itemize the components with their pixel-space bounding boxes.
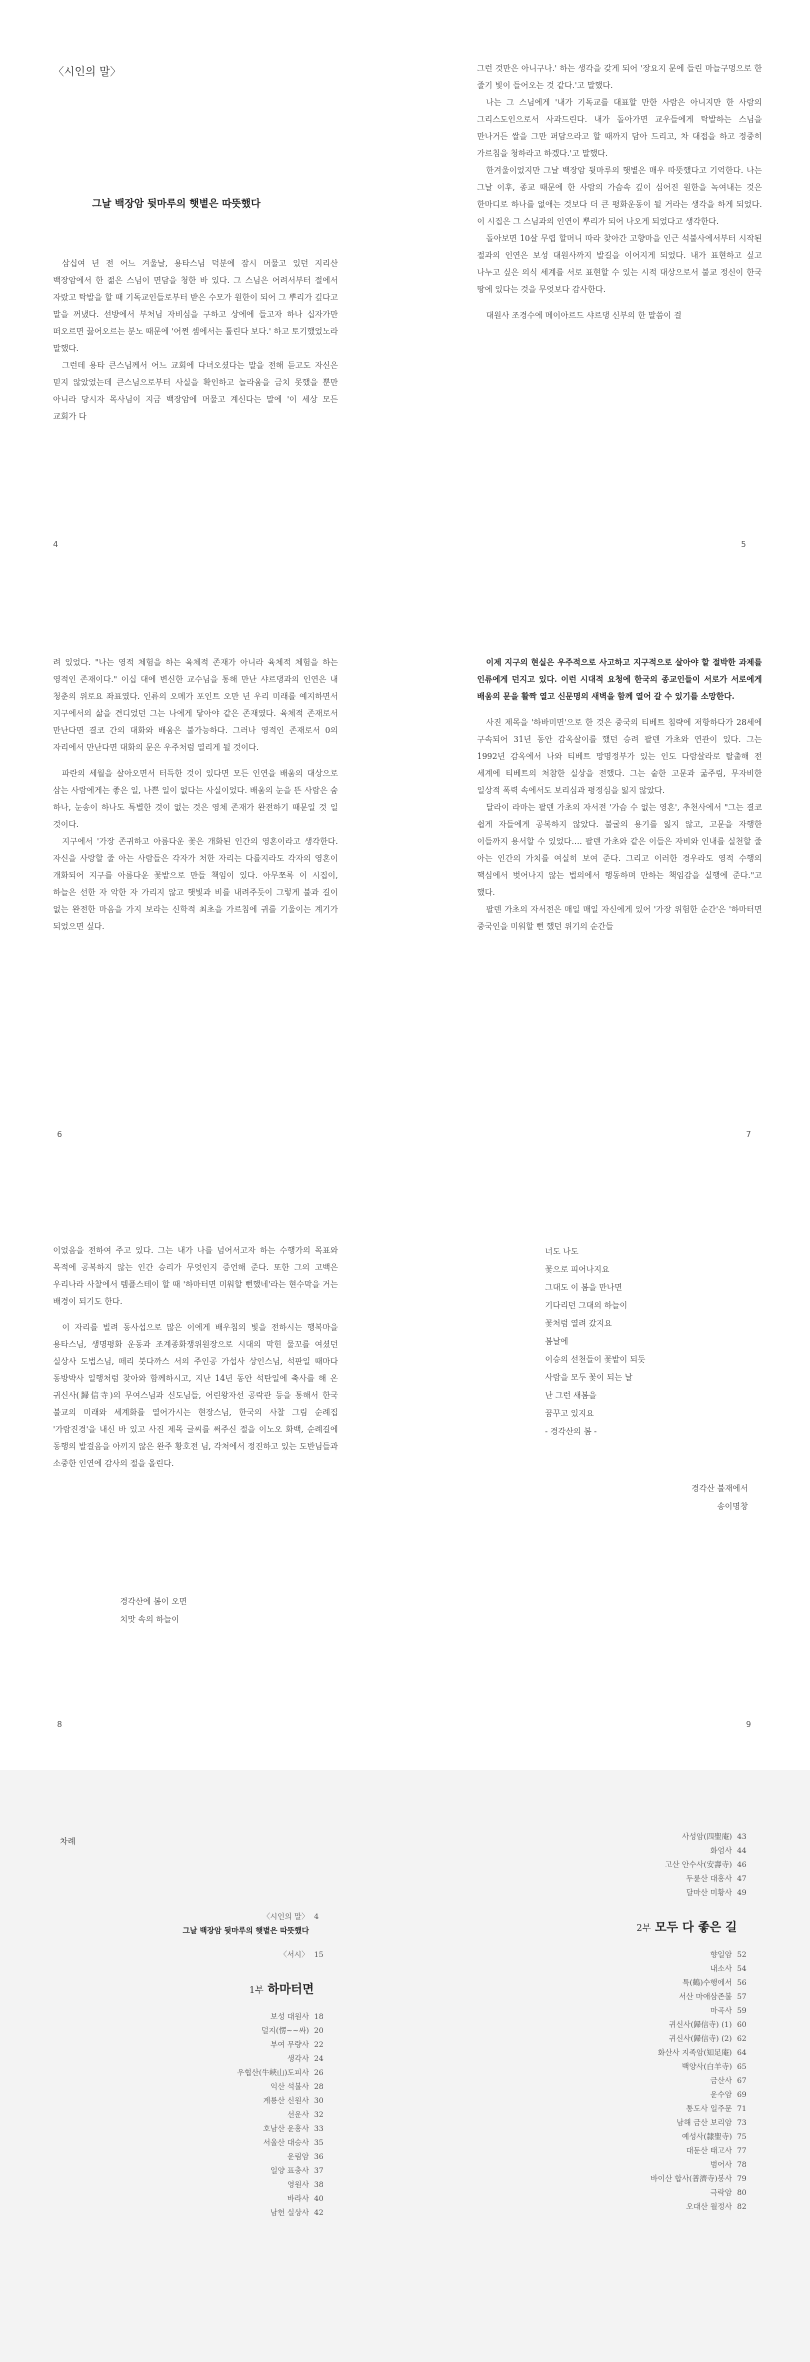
page-number: 6 (57, 1130, 63, 1139)
signature-place: 경각산 불재에서 (691, 1484, 748, 1493)
toc-entry-title: 운수암 (710, 2090, 732, 2099)
toc-entry[interactable] (560, 1858, 755, 1872)
toc-entry[interactable] (560, 2004, 755, 2018)
toc-entry[interactable] (150, 2136, 332, 2150)
contents-left-column (150, 1910, 332, 2220)
body-text (477, 60, 762, 324)
toc-entry-title: 달마산 미황사 (686, 1888, 732, 1897)
toc-entry-page: 35 (314, 2138, 324, 2147)
toc-entry-page: 36 (314, 2152, 324, 2161)
page-7 (405, 590, 810, 1180)
paragraph: 지구에서 '가장 존귀하고 아름다운 꽃은 개화된 인간의 영혼이라고 생각한다. 자신을 사랑할 줄 아는 사람들은 각자가 처한 자리는 다를지라도 각자의 영혼이 개화되어 지구를 아름다운 꽃밭으로 만들 책임이 있다. 아무쪼록 이 시집이, 하늘은 선한 자 악한 자 가리지 않고 햇빛과 비를 내려주듯이 그렇게 불과 길이 없는 완전한 마음을 가지 보라는 신학적 최초을 가르침에 귀를 기울이는 계기가 되었으면 싶다. (53, 837, 338, 931)
spread-pages-4-5 (0, 0, 810, 590)
toc-part-number: 1부 (249, 1986, 264, 1996)
toc-entry[interactable] (560, 2144, 755, 2158)
paragraph-emphasis: 이제 지구의 현실은 우주적으로 사고하고 지구적으로 살아야 할 절박한 과제를 인류에게 던지고 있다. 이런 시대적 요청에 한국의 종교인들이 서로가 서로에게 배움의 문을 활짝 열고 신문명의 새벽을 함께 열어 갈 수 있기를 소망한다. (477, 657, 762, 701)
essay-title: 그날 백장암 뒷마루의 햇볕은 따뜻했다 (92, 199, 261, 210)
toc-entry-title: 통도사 일주문 (686, 2104, 732, 2113)
paragraph: 나는 그 스님에게 '내가 기독교를 대표할 만한 사람은 아니지만 한 사람의 그리스도인으로서 사과드린다. 내가 돌아가면 교우들에게 탁발하는 스님을 만나거든 쌀을 그만 퍼담으라고 할 때까지 담아 드리고, 차 대접을 하고 정중히 가르침을 청하라고 하겠다.'고 말했다. (477, 98, 762, 158)
toc-entry-page: 24 (314, 2054, 324, 2063)
toc-entry-title: 보성 대원사 (270, 2012, 309, 2021)
toc-entry[interactable] (560, 2130, 755, 2144)
toc-entry-title: 바이산 합사(普濟寺)봉사 (650, 2174, 732, 2183)
toc-entry-page: 67 (737, 2076, 747, 2085)
toc-entry-page: 75 (737, 2132, 747, 2141)
spread-pages-6-7 (0, 590, 810, 1180)
toc-entry-page: 59 (737, 2006, 747, 2015)
toc-entry-page: 52 (737, 1950, 747, 1959)
toc-entry-title: 그날 백장암 뒷마루의 햇볕은 따뜻했다 (182, 1926, 309, 1935)
toc-entry[interactable] (150, 2024, 332, 2038)
toc-entry-title: 범어사 (710, 2160, 732, 2169)
page-9 (405, 1180, 810, 1770)
toc-entry[interactable] (560, 1872, 755, 1886)
poem-line: 꿈꾸고 있지요 (545, 1409, 594, 1418)
paragraph: 파란의 세월을 살아오면서 터득한 것이 있다면 모든 인연을 배움의 대상으로 삼는 사람에게는 좋은 일, 나쁜 일이 없다는 사실이었다. 배움의 눈을 뜬 사람은 숨 하나, 눈송이 하나도 특별한 것이 없는 것은 영체 존재가 완전하기 때문일 것 일 것이다. (53, 769, 338, 829)
toc-entry-title: 두륜산 대흥사 (686, 1874, 732, 1883)
toc-entry-page: 44 (737, 1846, 747, 1855)
toc-entry[interactable] (560, 2074, 755, 2088)
toc-part-title: 모두 다 좋은 길 (654, 1920, 737, 1934)
toc-entry-title: 남헌 실상사 (270, 2208, 309, 2217)
poem-line: 난 그런 새봄을 (545, 1391, 597, 1400)
poem-line: 꽃으로 피어나지요 (545, 1265, 610, 1274)
toc-entry[interactable] (560, 2060, 755, 2074)
toc-entry-page: 69 (737, 2090, 747, 2099)
toc-entry[interactable] (150, 2066, 332, 2080)
toc-entry-page: 64 (737, 2048, 747, 2057)
toc-entry-page: 79 (737, 2174, 747, 2183)
page-number: 7 (746, 1130, 752, 1139)
toc-entry[interactable] (150, 2122, 332, 2136)
toc-entry-title: 고산 안수사(安壽寺) (665, 1860, 732, 1869)
toc-entry-title: 남해 금산 보리암 (676, 2118, 732, 2127)
poem-line: 꽃처럼 열려 갔지요 (545, 1319, 612, 1328)
toc-entry-page: 30 (314, 2096, 324, 2105)
toc-entry-page: 38 (314, 2180, 324, 2189)
toc-entry-title: 귀신사(歸信寺) (2) (668, 2034, 732, 2043)
poem-line: 사람을 모두 꽃이 되는 날 (545, 1373, 633, 1382)
toc-entry[interactable] (560, 1962, 755, 1976)
paragraph: 달라이 라마는 팔덴 가초의 자서전 '가슴 수 없는 영혼', 추천사에서 "그는 결코 쉽게 자들에게 공복하지 않았다. 불굴의 용기를 잃지 않고, 고문을 자행한 이들까지 용서할 수 있었다…. 팔덴 가초와 같은 이들은 자비와 인내를 실천할 줄 아는 인간의 가치를 여실히 보여 준다. 그리고 이러한 경우라도 영적 수행의 핵심에서 벗어나지 않는 법의에서 행동하며 만하는 책임감을 실행에 준다."고 했다. (477, 803, 762, 897)
poem-line: 치맛 속의 하늘이 (120, 1615, 180, 1624)
toc-entry[interactable] (560, 1948, 755, 1962)
toc-entry-title: 오대산 월정사 (686, 2202, 732, 2211)
toc-entry-title: 마곡사 (710, 2006, 732, 2015)
toc-entry-page: 57 (737, 1992, 747, 2001)
signature (691, 1480, 748, 1516)
paragraph: 한겨울이었지만 그날 백장암 뒷마루의 햇볕은 매우 따뜻했다고 기억한다. 나는 그날 이후, 종교 때문에 한 사람의 가슴속 깊이 심어진 원한을 녹여내는 것은 한마디로 하나를 없애는 것보다 더 큰 평화운동이 될 거라는 생각을 하게 되었다. 이 시집은 그 스님과의 인연이 뿌리가 되어 나오게 되었다고 생각한다. (477, 166, 762, 226)
page-8 (0, 1180, 405, 1770)
toc-entry-page: 46 (737, 1860, 747, 1869)
toc-entry-title: 내소사 (710, 1964, 732, 1973)
toc-entry[interactable] (560, 2158, 755, 2172)
toc-entry-page: 40 (314, 2194, 324, 2203)
poem-line: - 경각산의 봄 - (545, 1427, 597, 1436)
toc-entry-title: 〈시인의 말〉 (262, 1912, 309, 1921)
toc-entry[interactable] (150, 2192, 332, 2206)
poem (545, 1243, 645, 1441)
toc-entry-page: 4 (314, 1912, 319, 1921)
poem-line: 이승의 선천들이 꽃밭이 되듯 (545, 1355, 646, 1364)
toc-entry[interactable] (150, 2150, 332, 2164)
poem-line: 너도 나도 (545, 1247, 579, 1256)
paragraph: 그런 것만은 아니구나.' 하는 생각을 갖게 되어 '장요지 문에 들린 마늘구멍으로 한 줄기 빛이 들어오는 것 같다.'고 말했다. (477, 64, 762, 90)
toc-entry-page: 18 (314, 2012, 324, 2021)
toc-entry-title: 서산 마애삼존불 (678, 1992, 732, 2001)
page-number: 8 (57, 1720, 63, 1729)
toc-entry[interactable] (560, 2018, 755, 2032)
toc-entry-page: 80 (737, 2188, 747, 2197)
toc-entry-page: 20 (314, 2026, 324, 2035)
paragraph: 려 있었다. "나는 영적 체험을 하는 육체적 존재가 아니라 육체적 체험을 하는 영적인 존재이다." 이십 대에 변신한 교수님을 통해 만난 샤르댕과의 인연은 내 청춘의 위로요 좌표였다. 인류의 오메가 포인트 오만 년 우리 미래를 예지하면서 지구에서의 삶을 견디었던 그는 나에게 닿아야 같은 존재였다. 육체적 존재로서 만난다면 결코 간의 대화와 배움은 불가능하다. 그러나 영적인 존재로서 0의 자리에서 만난다면 대화의 문은 우주처럼 열리게 될 것이다. (53, 658, 338, 752)
toc-entry-title: 예성사(隸聖寺) (681, 2132, 732, 2141)
body-text (53, 1242, 338, 1472)
toc-entry[interactable] (560, 2116, 755, 2130)
poem-line: 기다리던 그대의 하늘이 (545, 1301, 628, 1310)
spread-pages-8-9 (0, 1180, 810, 1770)
paragraph: 사진 제목을 '하바미면'으로 한 것은 중국의 티베트 침략에 저항하다가 28세에 구속되어 31년 동안 감옥살이를 했던 승려 팔덴 가초와 연관이 있다. 그는 1992년 감옥에서 나와 티베트 망명정부가 있는 인도 다람살라로 탈출해 전 세계에 티베트의 처참한 실상을 전했다. 그는 숱한 고문과 굶주림, 무자비한 일상적 폭력 속에서도 보리심과 평정심을 잃지 않았다. (477, 718, 762, 795)
toc-entry[interactable] (560, 2032, 755, 2046)
toc-entry[interactable] (560, 1844, 755, 1858)
poem-line: 그대도 이 봄을 만나면 (545, 1283, 623, 1292)
toc-entry[interactable] (150, 1924, 332, 1938)
toc-entry-page: 56 (737, 1978, 747, 1987)
toc-entry[interactable] (150, 2038, 332, 2052)
toc-entry[interactable] (150, 2108, 332, 2122)
toc-entry[interactable] (560, 2172, 755, 2186)
toc-entry-page: 26 (314, 2068, 324, 2077)
poem-line: 봄날에 (545, 1337, 569, 1346)
toc-entry[interactable] (560, 2102, 755, 2116)
body-text (53, 255, 338, 425)
toc-entry[interactable] (560, 2186, 755, 2200)
toc-part-heading[interactable] (560, 1916, 755, 1938)
toc-entry-page: 78 (737, 2160, 747, 2169)
toc-entry[interactable] (560, 2046, 755, 2060)
paragraph: 삼십여 년 전 어느 겨울날, 용타스님 덕분에 잠시 머물고 있던 지리산 백장암에서 한 젊은 스님이 면담을 청한 바 있다. 그 스님은 어려서부터 절에서 자랐고 탁발을 할 때 기독교인들로부터 받은 수모가 원한이 되어 그 뿌리가 깊다고 말을 꺼냈다. 선방에서 부처님 자비심을 구하고 상에에 들고자 하나 십자가만 떠오르면 끓어오르는 분노 때문에 '어쩐 셈에서는 툴린다 보다.' 하고 토기했었노라 말했다. (53, 259, 338, 353)
toc-entry[interactable] (560, 1990, 755, 2004)
toc-part-title: 하마터면 (267, 1982, 314, 1996)
toc-entry-title: 서울산 대승사 (263, 2138, 309, 2147)
toc-entry-title: 백양사(白羊寺) (681, 2062, 732, 2071)
toc-entry-page: 37 (314, 2166, 324, 2175)
toc-entry-page: 15 (314, 1950, 324, 1959)
toc-entry-title: 귀신사(歸信寺) (1) (668, 2020, 732, 2029)
page-number: 9 (746, 1720, 752, 1729)
toc-entry-title: 〈서시〉 (279, 1950, 309, 1959)
toc-entry-title: 화엄사 (710, 1846, 732, 1855)
toc-entry-title: 선운사 (287, 2110, 309, 2119)
chapter-heading: 〈시인의 말〉 (53, 65, 122, 78)
page-number: 4 (53, 540, 59, 549)
signature-name: 송이명창 (717, 1502, 748, 1511)
toc-entry-page: 82 (737, 2202, 747, 2211)
toc-entry-page: 47 (737, 1874, 747, 1883)
toc-entry-title: 극락암 (710, 2188, 732, 2197)
page-5 (405, 0, 810, 590)
toc-entry-title: 부여 무량사 (270, 2040, 309, 2049)
toc-entry[interactable] (560, 1886, 755, 1900)
poem-opening (120, 1593, 187, 1629)
toc-entry-title: 익산 석불사 (270, 2082, 309, 2091)
toc-part-heading[interactable] (150, 1978, 332, 2000)
page-4 (0, 0, 405, 590)
toc-entry[interactable] (150, 2010, 332, 2024)
toc-entry-title: 특(鶴)수행에서 (682, 1978, 732, 1987)
toc-spacer (150, 1938, 332, 1948)
toc-entry[interactable] (560, 2088, 755, 2102)
paragraph: 이었음을 전하여 주고 있다. 그는 내가 나를 넘어서고자 하는 수행가의 목표와 목적에 공복하지 않는 인간 승리가 무엇인지 증언해 준다. 또한 그의 고백은 우리나라 사찰에서 템플스테이 할 때 '하마터면 미워할 뻔했네'라는 현수막을 거는 배경이 되기도 한다. (53, 1246, 338, 1306)
toc-entry[interactable] (150, 2094, 332, 2108)
toc-entry-page: 22 (314, 2040, 324, 2049)
body-text (53, 654, 338, 935)
toc-entry-page: 54 (737, 1964, 747, 1973)
page-number: 5 (741, 540, 747, 549)
paragraph: 이 자리를 빌려 동사섭으로 많은 이에게 배우침의 빛을 전하시는 행복마을 용타스님, 생명평화 운동과 조계종화쟁위원장으로 시대의 막힌 물꼬를 여셨던 실상사 도법스님, 떼리 붓다까스 서의 주인공 가섭사 상인스님, 석판일 때마다 동방박사 일행처럼 찾아와 함께하시고, 지난 14년 동안 석탄일에 축사를 해 온 귀신사(歸信寺)의 무여스님과 신도님들, 어린왕자선 공락관 등을 통해서 한국 불교의 미래와 세계화를 열어가시는 현장스님, 한국의 사찰 그림 순례집 '가람진경'을 내신 바 있고 사진 제목 글씨를 써주신 절을 이노오 화백, 순례길에 동행의 발걸음을 아끼지 않은 완주 황호전 님, 각처에서 정진하고 있는 도반님들과 소중한 인연에 감사의 절을 올린다. (53, 1323, 338, 1468)
toc-entry-title: 우협산(牛峽山)도피사 (237, 2068, 309, 2077)
toc-entry-page: 62 (737, 2034, 747, 2043)
toc-entry-title: 향일암 (710, 1950, 732, 1959)
contents-right-column (560, 1830, 755, 2214)
paragraph: 팔덴 가초의 자서전은 매일 매일 자신에게 있어 '가장 위험한 순간'은 '하마터면 중국인을 미워할 뻔 했던 위기의 순간들 (477, 905, 762, 931)
poem-line: 경각산에 봄이 오면 (120, 1597, 187, 1606)
toc-entry[interactable] (150, 1948, 332, 1962)
toc-entry[interactable] (560, 1830, 755, 1844)
toc-entry-title: 덜지(愣~~싸) (261, 2026, 309, 2035)
toc-entry-page: 65 (737, 2062, 747, 2071)
toc-entry[interactable] (150, 2206, 332, 2220)
paragraph: 대원사 조경수에 메이아르드 샤르댕 신부의 한 말씀이 걸 (486, 311, 682, 320)
toc-part-number: 2부 (636, 1924, 651, 1934)
table-of-contents (0, 1770, 810, 2362)
toc-entry-page: 60 (737, 2020, 747, 2029)
toc-entry-title: 운림암 (287, 2152, 309, 2161)
toc-entry-title: 바라사 (287, 2194, 309, 2203)
toc-entry-title: 호남산 운흥사 (263, 2124, 309, 2133)
contents-label: 차례 (60, 1837, 76, 1846)
toc-entry[interactable] (150, 2052, 332, 2066)
paragraph: 그런데 용타 큰스님께서 어느 교회에 다녀오셨다는 말을 전해 듣고도 자신은 믿지 않았었는데 큰스님으로부터 사실을 확인하고 놀라움을 금치 못했을 뿐만 아니라 당시자 목사님이 지금 백장암에 머물고 계신다는 말에 '이 세상 모든 교회가 다 (53, 361, 338, 421)
toc-entry-title: 사성암(四聖庵) (681, 1832, 732, 1841)
toc-entry[interactable] (560, 1976, 755, 1990)
toc-entry-page: 28 (314, 2082, 324, 2091)
toc-entry-title: 일양 표충사 (270, 2166, 309, 2175)
toc-entry-title: 대둔산 태고사 (686, 2146, 732, 2155)
toc-entry-title: 금산사 (710, 2076, 732, 2085)
toc-entry-page: 32 (314, 2110, 324, 2119)
toc-entry-title: 화산사 지족암(知足庵) (657, 2048, 732, 2057)
toc-entry-title: 영원사 (287, 2180, 309, 2189)
toc-entry-page: 43 (737, 1832, 747, 1841)
toc-entry-title: 계룡산 신원사 (263, 2096, 309, 2105)
toc-entry[interactable] (560, 2200, 755, 2214)
toc-entry-title: 생각사 (287, 2054, 309, 2063)
toc-entry[interactable] (150, 2178, 332, 2192)
toc-entry-page: 73 (737, 2118, 747, 2127)
toc-entry-page: 49 (737, 1888, 747, 1897)
body-text (477, 654, 762, 935)
toc-entry-page: 77 (737, 2146, 747, 2155)
paragraph: 돌아보면 10살 무렵 할머니 따라 찾아간 고향마을 인근 석불사에서부터 시작된 절과의 인연은 보성 대원사까지 발길을 이어지게 되었다. 내가 표현하고 싶고 나누고 싶은 의식 세계를 서로 표현할 수 있는 시적 대상으로서 불교 정신이 한국 땅에 있다는 것을 무엇보다 감사한다. (477, 234, 762, 294)
toc-entry-page: 33 (314, 2124, 324, 2133)
toc-entry-page: 42 (314, 2208, 324, 2217)
toc-entry[interactable] (150, 2080, 332, 2094)
toc-entry[interactable] (150, 1910, 332, 1924)
toc-entry-page: 71 (737, 2104, 747, 2113)
page-6 (0, 590, 405, 1180)
toc-entry[interactable] (150, 2164, 332, 2178)
